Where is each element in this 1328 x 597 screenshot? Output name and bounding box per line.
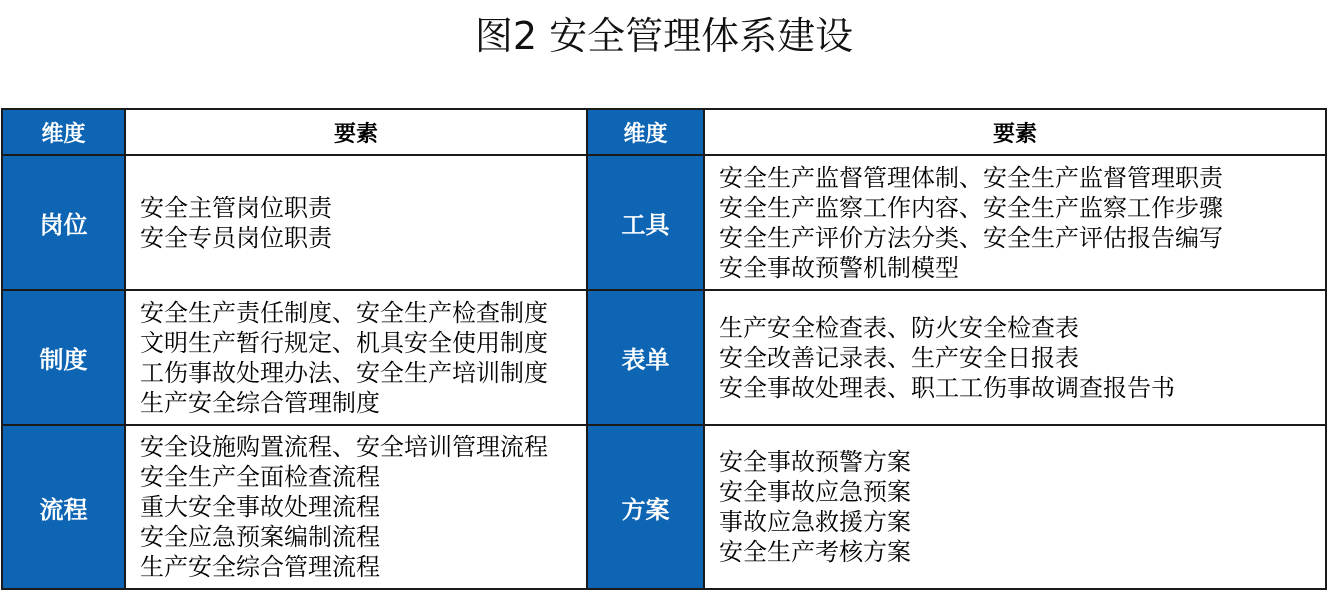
element-item: 安全主管岗位职责 [140, 193, 332, 222]
element-item: 安全生产责任制度、安全生产检查制度 [140, 298, 548, 327]
header-elements-right: 要素 [704, 109, 1326, 155]
elements-cell [125, 290, 587, 425]
element-item: 安全改善记录表、生产安全日报表 [719, 343, 1079, 372]
header-dimension-left: 维度 [2, 109, 125, 155]
dimension-cell: 制度 [2, 290, 125, 425]
element-item: 事故应急救援方案 [719, 508, 911, 536]
table-row [2, 155, 1326, 290]
elements-cell [704, 290, 1326, 425]
elements-cell [704, 155, 1326, 290]
element-item: 安全事故预警机制模型 [719, 253, 959, 282]
table-header-row [2, 109, 1326, 155]
element-item: 安全事故预警方案 [719, 448, 911, 476]
table-row [2, 290, 1326, 425]
element-item: 安全专员岗位职责 [140, 223, 332, 252]
safety-system-table [1, 108, 1327, 590]
element-item: 安全应急预案编制流程 [140, 523, 380, 551]
element-item: 生产安全综合管理流程 [140, 553, 380, 581]
element-item: 文明生产暂行规定、机具安全使用制度 [140, 328, 548, 357]
header-elements-left: 要素 [125, 109, 587, 155]
element-item: 生产安全检查表、防火安全检查表 [719, 313, 1079, 342]
dimension-cell: 流程 [2, 425, 125, 589]
element-item: 生产安全综合管理制度 [140, 388, 380, 417]
element-item: 安全生产考核方案 [719, 538, 911, 566]
element-item: 安全生产监督管理体制、安全生产监督管理职责 [719, 163, 1223, 192]
element-item: 安全生产监察工作内容、安全生产监察工作步骤 [719, 193, 1223, 222]
elements-cell [125, 425, 587, 589]
elements-cell [125, 155, 587, 290]
element-item: 安全事故处理表、职工工伤事故调查报告书 [719, 373, 1175, 402]
elements-cell [704, 425, 1326, 589]
element-item: 安全设施购置流程、安全培训管理流程 [140, 433, 548, 461]
dimension-cell: 表单 [587, 290, 704, 425]
dimension-cell: 方案 [587, 425, 704, 589]
dimension-cell: 岗位 [2, 155, 125, 290]
page-title: 图2 安全管理体系建设 [474, 14, 854, 58]
table-row [2, 425, 1326, 589]
header-dimension-right: 维度 [587, 109, 704, 155]
element-item: 安全生产全面检查流程 [140, 463, 380, 491]
element-item: 重大安全事故处理流程 [140, 493, 380, 521]
element-item: 工伤事故处理办法、安全生产培训制度 [140, 358, 548, 387]
element-item: 安全事故应急预案 [719, 478, 911, 506]
element-item: 安全生产评价方法分类、安全生产评估报告编写 [719, 223, 1223, 252]
dimension-cell: 工具 [587, 155, 704, 290]
